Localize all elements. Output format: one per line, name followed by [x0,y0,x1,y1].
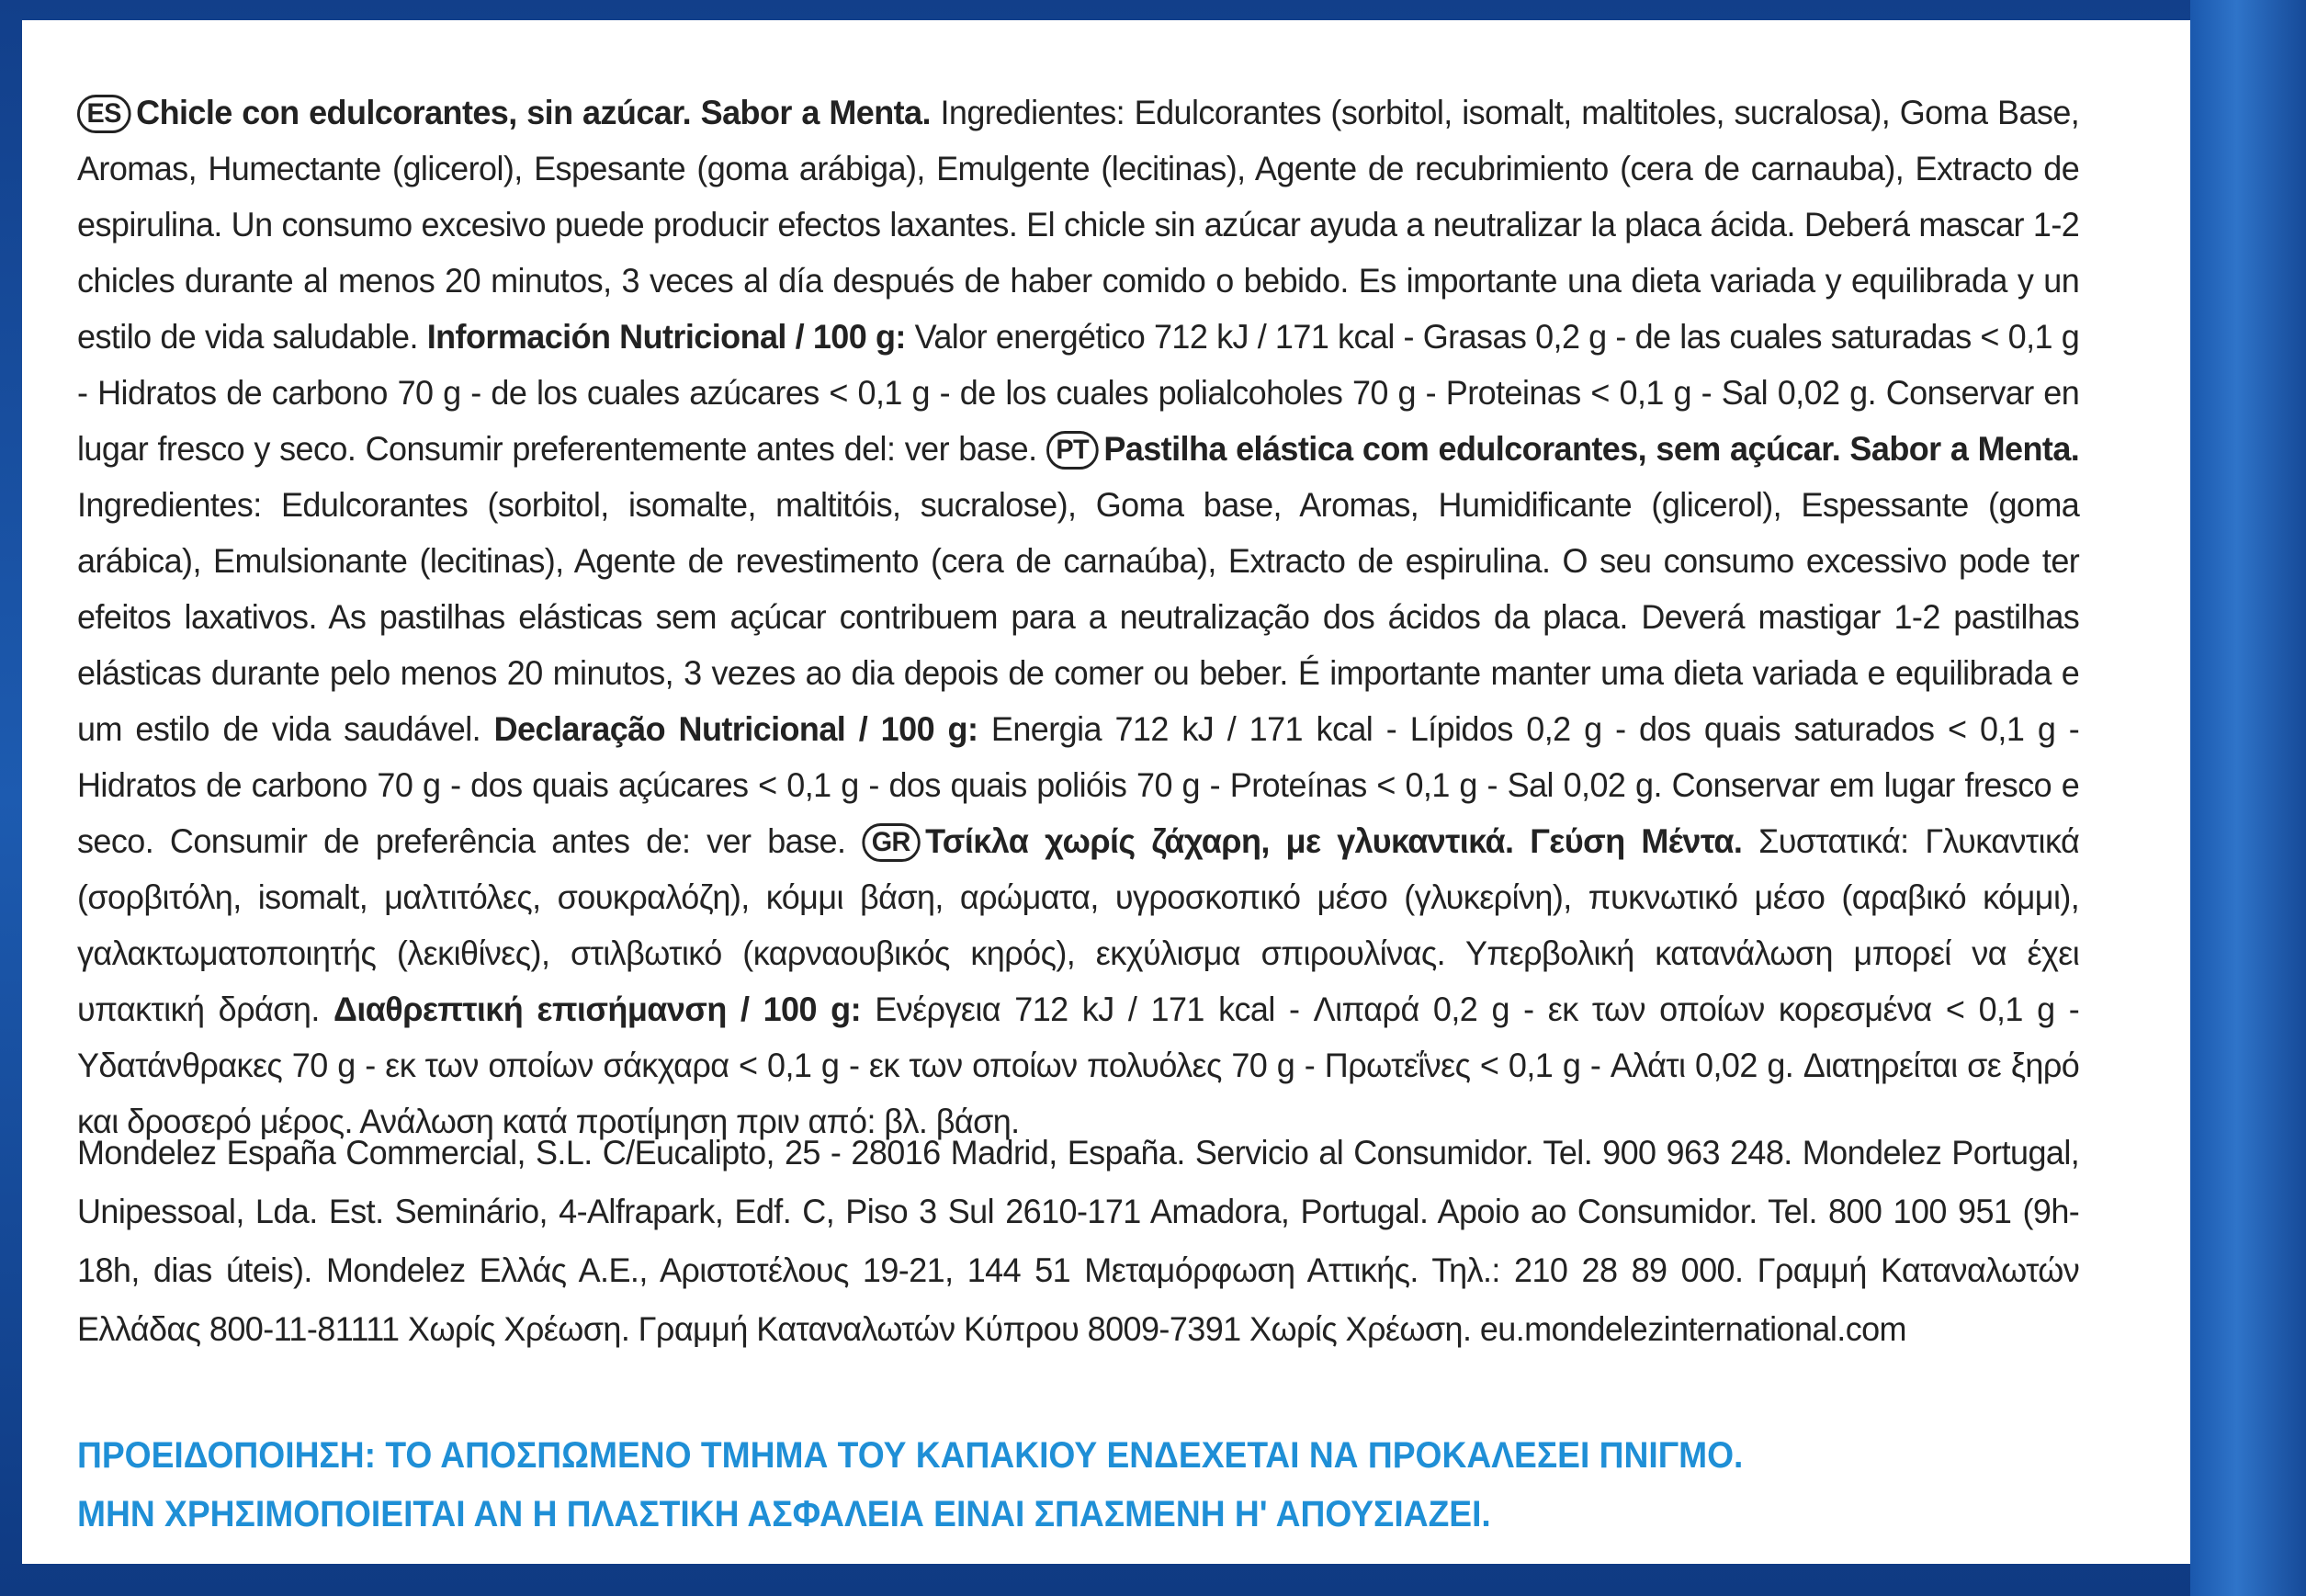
pt-body-1: Ingredientes: Edulcorantes (sorbitol, isomalte, maltitóis, sucralose), Goma base, Aromas, Humidificante (glicerol), Espessante (goma arábica), Emulsionante (lecitinas), Agente de revestimento (cera de carnaúba), Extracto de espirulina. O seu consumo excessivo pode ter efeitos laxativos. As pastilhas elásticas sem açúcar contribuem para a neutralização dos ácidos da placa. Deverá mastigar 1-2 pastilhas elásticas durante pelo menos 20 minutos, 3 vezes ao dia depois de comer ou beber. É importante manter uma dieta variada e equilibrada e um estilo de vida saudável. [77,485,2080,748]
manufacturer-address [77,1123,2079,1358]
gr-nutrition-label: Διαθρεπτική επισήμανση / 100 g: [333,990,862,1028]
choking-warning [77,1426,1957,1544]
es-nutrition-label: Información Nutricional / 100 g: [426,317,906,356]
pt-nutrition-label: Declaração Nutricional / 100 g: [493,709,978,748]
lang-badge-es: ES [77,95,130,133]
pt-body-2: Energia 712 kJ / 171 kcal - Lípidos 0,2 g - dos quais saturados < 0,1 g - Hidratos de carbono 70 g - dos quais açúcares < 0,1 g - dos quais polióis 70 g - Proteínas < 0,1 g - Sal 0,02 g. Conservar em lugar fresco e seco. Consumir de preferência antes de: ver base. [77,709,2080,860]
lang-badge-gr: GR [862,823,920,862]
es-body-2: Valor energético 712 kJ / 171 kcal - Grasas 0,2 g - de las cuales saturadas < 0,1 g - Hidratos de carbono 70 g - de los cuales azúcares < 0,1 g - de los cuales polialcoholes 70 g - Proteinas < 0,1 g - Sal 0,02 g. Conservar en lugar fresco y seco. Consumir preferentemente antes del: ver base. [77,317,2080,468]
label-panel [22,20,2190,1564]
package-edge [2190,0,2306,1596]
multilingual-ingredients [77,85,2079,1149]
warning-line-2: ΜΗΝ ΧΡΗΣΙΜΟΠΟΙΕΙΤΑΙ ΑΝ Η ΠΛΑΣΤΙΚΗ ΑΣΦΑΛΕΙΑ ΕΙΝΑΙ ΣΠΑΣΜΕΝΗ Η' ΑΠΟΥΣΙΑΖΕΙ. [77,1494,1491,1534]
gr-body-2: Ενέργεια 712 kJ / 171 kcal - Λιπαρά 0,2 g - εκ των οποίων κορεσμένα < 0,1 g - Υδατάνθρακες 70 g - εκ των οποίων σάκχαρα < 0,1 g - εκ των οποίων πολυόλες 70 g - Πρωτεΐνες < 0,1 g - Αλάτι 0,02 g. Διατηρείται σε ξηρό και δροσερό μέρος. Ανάλωση κατά προτίμηση πριν από: βλ. βάση. [77,990,2080,1140]
ingredients-text [77,85,2079,1149]
gr-body-1: Συστατικά: Γλυκαντικά (σορβιτόλη, isomalt, μαλτιτόλες, σουκραλόζη), κόμμι βάση, αρώματα, υγροσκοπικό μέσο (γλυκερίνη), πυκνωτικό μέσο (αραβικό κόμμι), γαλακτωματοποιητής (λεκιθίνες), στιλβωτικό (καρναουβικός κηρός), εκχύλισμα σπιρουλίνας. Υπερβολική κατανάλωση μπορεί να έχει υπακτική δράση. [77,821,2080,1028]
pt-title: Pastilha elástica com edulcorantes, sem açúcar. Sabor a Menta. [1103,429,2080,468]
gr-title: Τσίκλα χωρίς ζάχαρη, με γλυκαντικά. Γεύση Μέντα. [925,821,1743,860]
es-title: Chicle con edulcorantes, sin azúcar. Sabor a Menta. [136,93,931,131]
es-body-1: Ingredientes: Edulcorantes (sorbitol, isomalt, maltitoles, sucralosa), Goma Base, Aromas, Humectante (glicerol), Espesante (goma arábiga), Emulgente (lecitinas), Agente de recubrimiento (cera de carnauba), Extracto de espirulina. Un consumo excesivo puede producir efectos laxantes. El chicle sin azúcar ayuda a neutralizar la placa ácida. Deberá mascar 1-2 chicles durante al menos 20 minutos, 3 veces al día después de haber comido o bebido. Es importante una dieta variada y equilibrada y un estilo de vida saludable. [77,93,2080,356]
lang-badge-pt: PT [1046,431,1099,470]
address-text: Mondelez España Commercial, S.L. C/Eucalipto, 25 - 28016 Madrid, España. Servicio al Consumidor. Tel. 900 963 248. Mondelez Portugal, Unipessoal, Lda. Est. Seminário, 4-Alfrapark, Edf. C, Piso 3 Sul 2610-171 Amadora, Portugal. Apoio ao Consumidor. Tel. 800 100 951 (9h-18h, dias úteis). Mondelez Ελλάς Α.Ε., Αριστοτέλους 19-21, 144 51 Μεταμόρφωση Αττικής. Τηλ.: 210 28 89 000. Γραμμή Καταναλωτών Ελλάδας 800-11-81111 Χωρίς Χρέωση. Γραμμή Καταναλωτών Κύπρου 8009-7391 Χωρίς Χρέωση. eu.mondelezinternational.com [77,1133,2080,1348]
warning-line-1: ΠΡΟΕΙΔΟΠΟΙΗΣΗ: ΤΟ ΑΠΟΣΠΩΜΕΝΟ ΤΜΗΜΑ ΤΟΥ ΚΑΠΑΚΙΟΥ ΕΝΔΕΧΕΤΑΙ ΝΑ ΠΡΟΚΑΛΕΣΕΙ ΠΝΙΓΜΟ. [77,1435,1744,1476]
